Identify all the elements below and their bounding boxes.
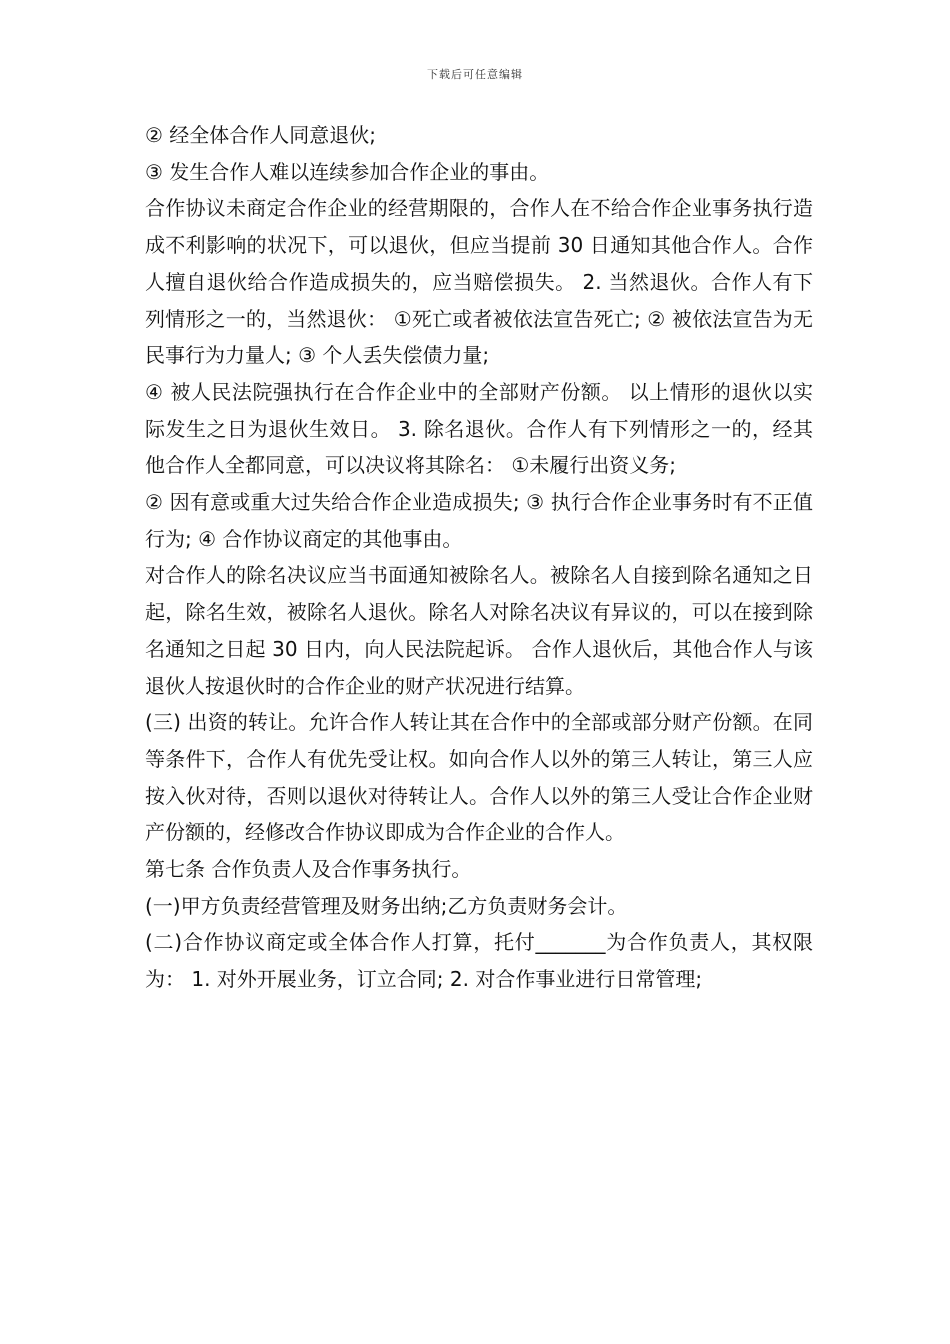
document-body (145, 117, 813, 998)
paragraph: 合作协议未商定合作企业的经营期限的，合作人在不给合作企业事务执行造成不利影响的状况下，可以退伙，但应当提前 30 日通知其他合作人。合作人擅自退伙给合作造成损失的，应当赔偿损失。 2. 当然退伙。合作人有下列情形之一的，当然退伙： ①死亡或者被依法宣告死亡; ② 被依法宣告为无民事行为力量人; ③ 个人丢失偿债力量; (145, 196, 813, 368)
paragraph: ③ 发生合作人难以连续参加合作企业的事由。 (145, 159, 550, 184)
paragraph: ④ 被人民法院强执行在合作企业中的全部财产份额。 以上情形的退伙以实际发生之日为退伙生效日。 3. 除名退伙。合作人有下列情形之一的，经其他合作人全都同意，可以决议将其除名： ①未履行出资义务; (145, 379, 813, 478)
paragraph: ② 经全体合作人同意退伙; (145, 123, 377, 147)
paragraph: 对合作人的除名决议应当书面通知被除名人。被除名人自接到除名通知之日起，除名生效，被除名人退伙。除名人对除名决议有异议的，可以在接到除名通知之日起 30 日内，向人民法院起诉。 合作人退伙后，其他合作人与该退伙人按退伙时的合作企业的财产状况进行结算。 (145, 563, 813, 698)
paragraph: (二)合作协议商定或全体合作人打算，托付_______为合作负责人，其权限为： 1. 对外开展业务，订立合同; 2. 对合作事业进行日常管理; (145, 930, 813, 992)
section-heading: 第七条 合作负责人及合作事务执行。 (145, 857, 472, 882)
paragraph: ② 因有意或重大过失给合作企业造成损失; ③ 执行合作企业事务时有不正值行为; ④ 合作协议商定的其他事由。 (145, 490, 813, 551)
page-header: 下载后可任意编辑 (427, 68, 523, 81)
paragraph: (一)甲方负责经营管理及财务出纳;乙方负责财务会计。 (145, 893, 628, 918)
paragraph: (三) 出资的转让。允许合作人转让其在合作中的全部或部分财产份额。在同等条件下，合作人有优先受让权。如向合作人以外的第三人转让，第三人应按入伙对待，否则以退伙对待转让人。合作人以外的第三人受让合作企业财产份额的，经修改合作协议即成为合作企业的合作人。 (145, 710, 813, 845)
